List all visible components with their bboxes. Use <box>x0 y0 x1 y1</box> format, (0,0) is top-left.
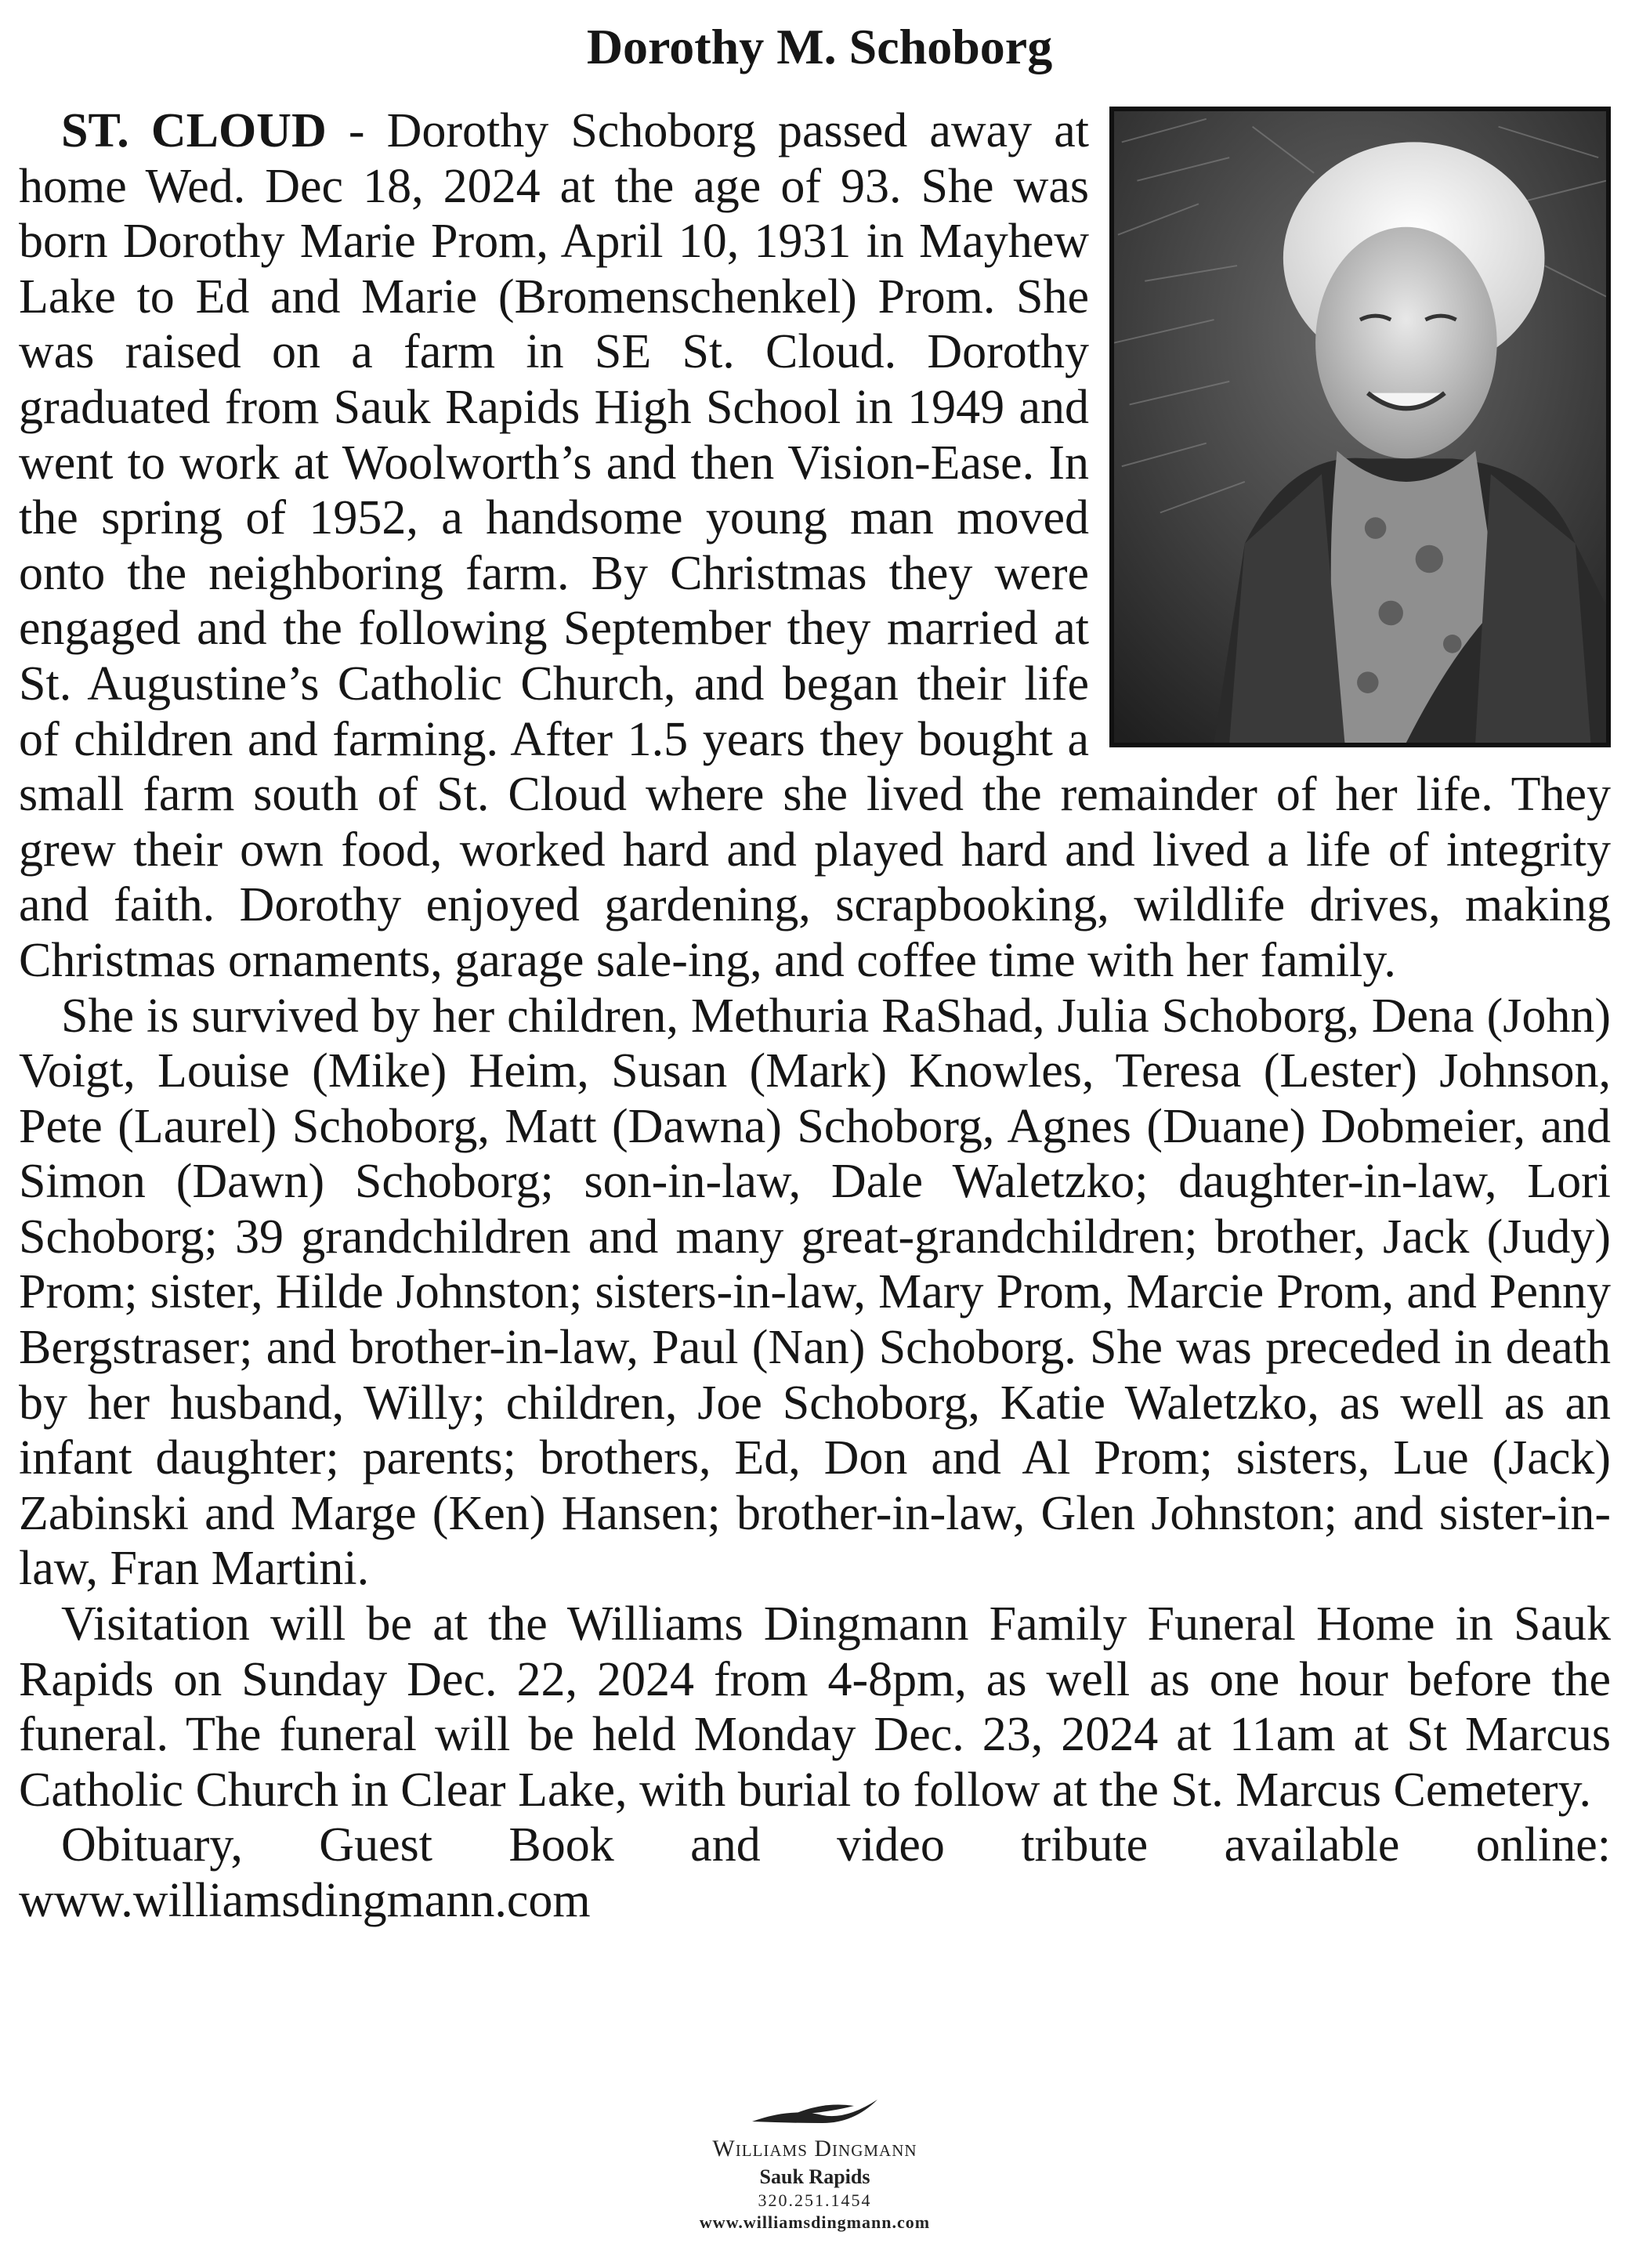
funeral-home-city: Sauk Rapids <box>759 2165 870 2188</box>
paragraph-services: Visitation will be at the Williams Dingmann Family Funeral Home in Sauk Rapids on Sunday Dec. 22, 2024 from 4-8pm, as well as one hour before the funeral. The funeral will be held Monday Dec. 23, 2024 at 11am at St Marcus Catholic Church in Clear Lake, with burial to follow at the St. Marcus Cemetery. <box>19 1597 1611 1817</box>
portrait-image <box>1114 111 1606 743</box>
portrait-photo <box>1109 107 1611 747</box>
funeral-home-website[interactable]: www.williamsdingmann.com <box>699 2212 931 2232</box>
funeral-home-name: Williams Dingmann <box>712 2136 917 2161</box>
funeral-home-phone: 320.251.1454 <box>758 2190 872 2210</box>
paragraph-online: Obituary, Guest Book and video tribute available online: www.williamsdingmann.com <box>19 1818 1611 1927</box>
bird-logo-icon <box>736 2092 893 2131</box>
dateline: ST. CLOUD <box>61 104 327 157</box>
obituary-body <box>19 103 1611 1929</box>
obituary-title: Dorothy M. Schoborg <box>586 19 1053 74</box>
funeral-home-logo <box>595 2092 1034 2233</box>
paragraph-survivors: She is survived by her children, Methuria RaShad, Julia Schoborg, Dena (John) Voigt, Louise (Mike) Heim, Susan (Mark) Knowles, Teresa (Lester) Johnson, Pete (Laurel) Schoborg, Matt (Dawna) Schoborg, Agnes (Duane) Dobmeier, and Simon (Dawn) Schoborg; son-in-law, Dale Waletzko; daughter-in-law, Lori Schoborg; 39 grandchildren and many great-grandchildren; brother, Jack (Judy) Prom; sister, Hilde Johnston; sisters-in-law, Mary Prom, Marcie Prom, and Penny Bergstraser; and brother-in-law, Paul (Nan) Schoborg. She was preceded in death by her husband, Willy; children, Joe Schoborg, Katie Waletzko, as well as an infant daughter; parents; brothers, Ed, Don and Al Prom; sisters, Lue (Jack) Zabinski and Marge (Ken) Hansen; brother-in-law, Glen Johnston; and sister-in-law, Fran Martini. <box>19 989 1611 1596</box>
paragraph-intro-text: - Dorothy Schoborg passed away at home Wed. Dec 18, 2024 at the age of 93. She was born Dorothy Marie Prom, April 10, 1931 in Mayhew Lake to Ed and Marie (Bromenschenkel) Prom. She was raised on a farm in SE St. Cloud. Dorothy graduated from Sauk Rapids High School in 1949 and went to work at Woolworth’s and then Vision-Ease. In the spring of 1952, a handsome young man moved onto the neighboring farm. By Christmas they were engaged and the following September they married at St. Augustine’s Catholic Church, and began their life of children and farming. After 1.5 years they bought a small farm south of St. Cloud where she lived the remainder of her life. They grew their own food, worked hard and played hard and lived a life of integrity and faith. Dorothy enjoyed gardening, scrapbooking, wildlife drives, making Christmas ornaments, garage sale-ing, and coffee time with her family. <box>19 104 1611 987</box>
